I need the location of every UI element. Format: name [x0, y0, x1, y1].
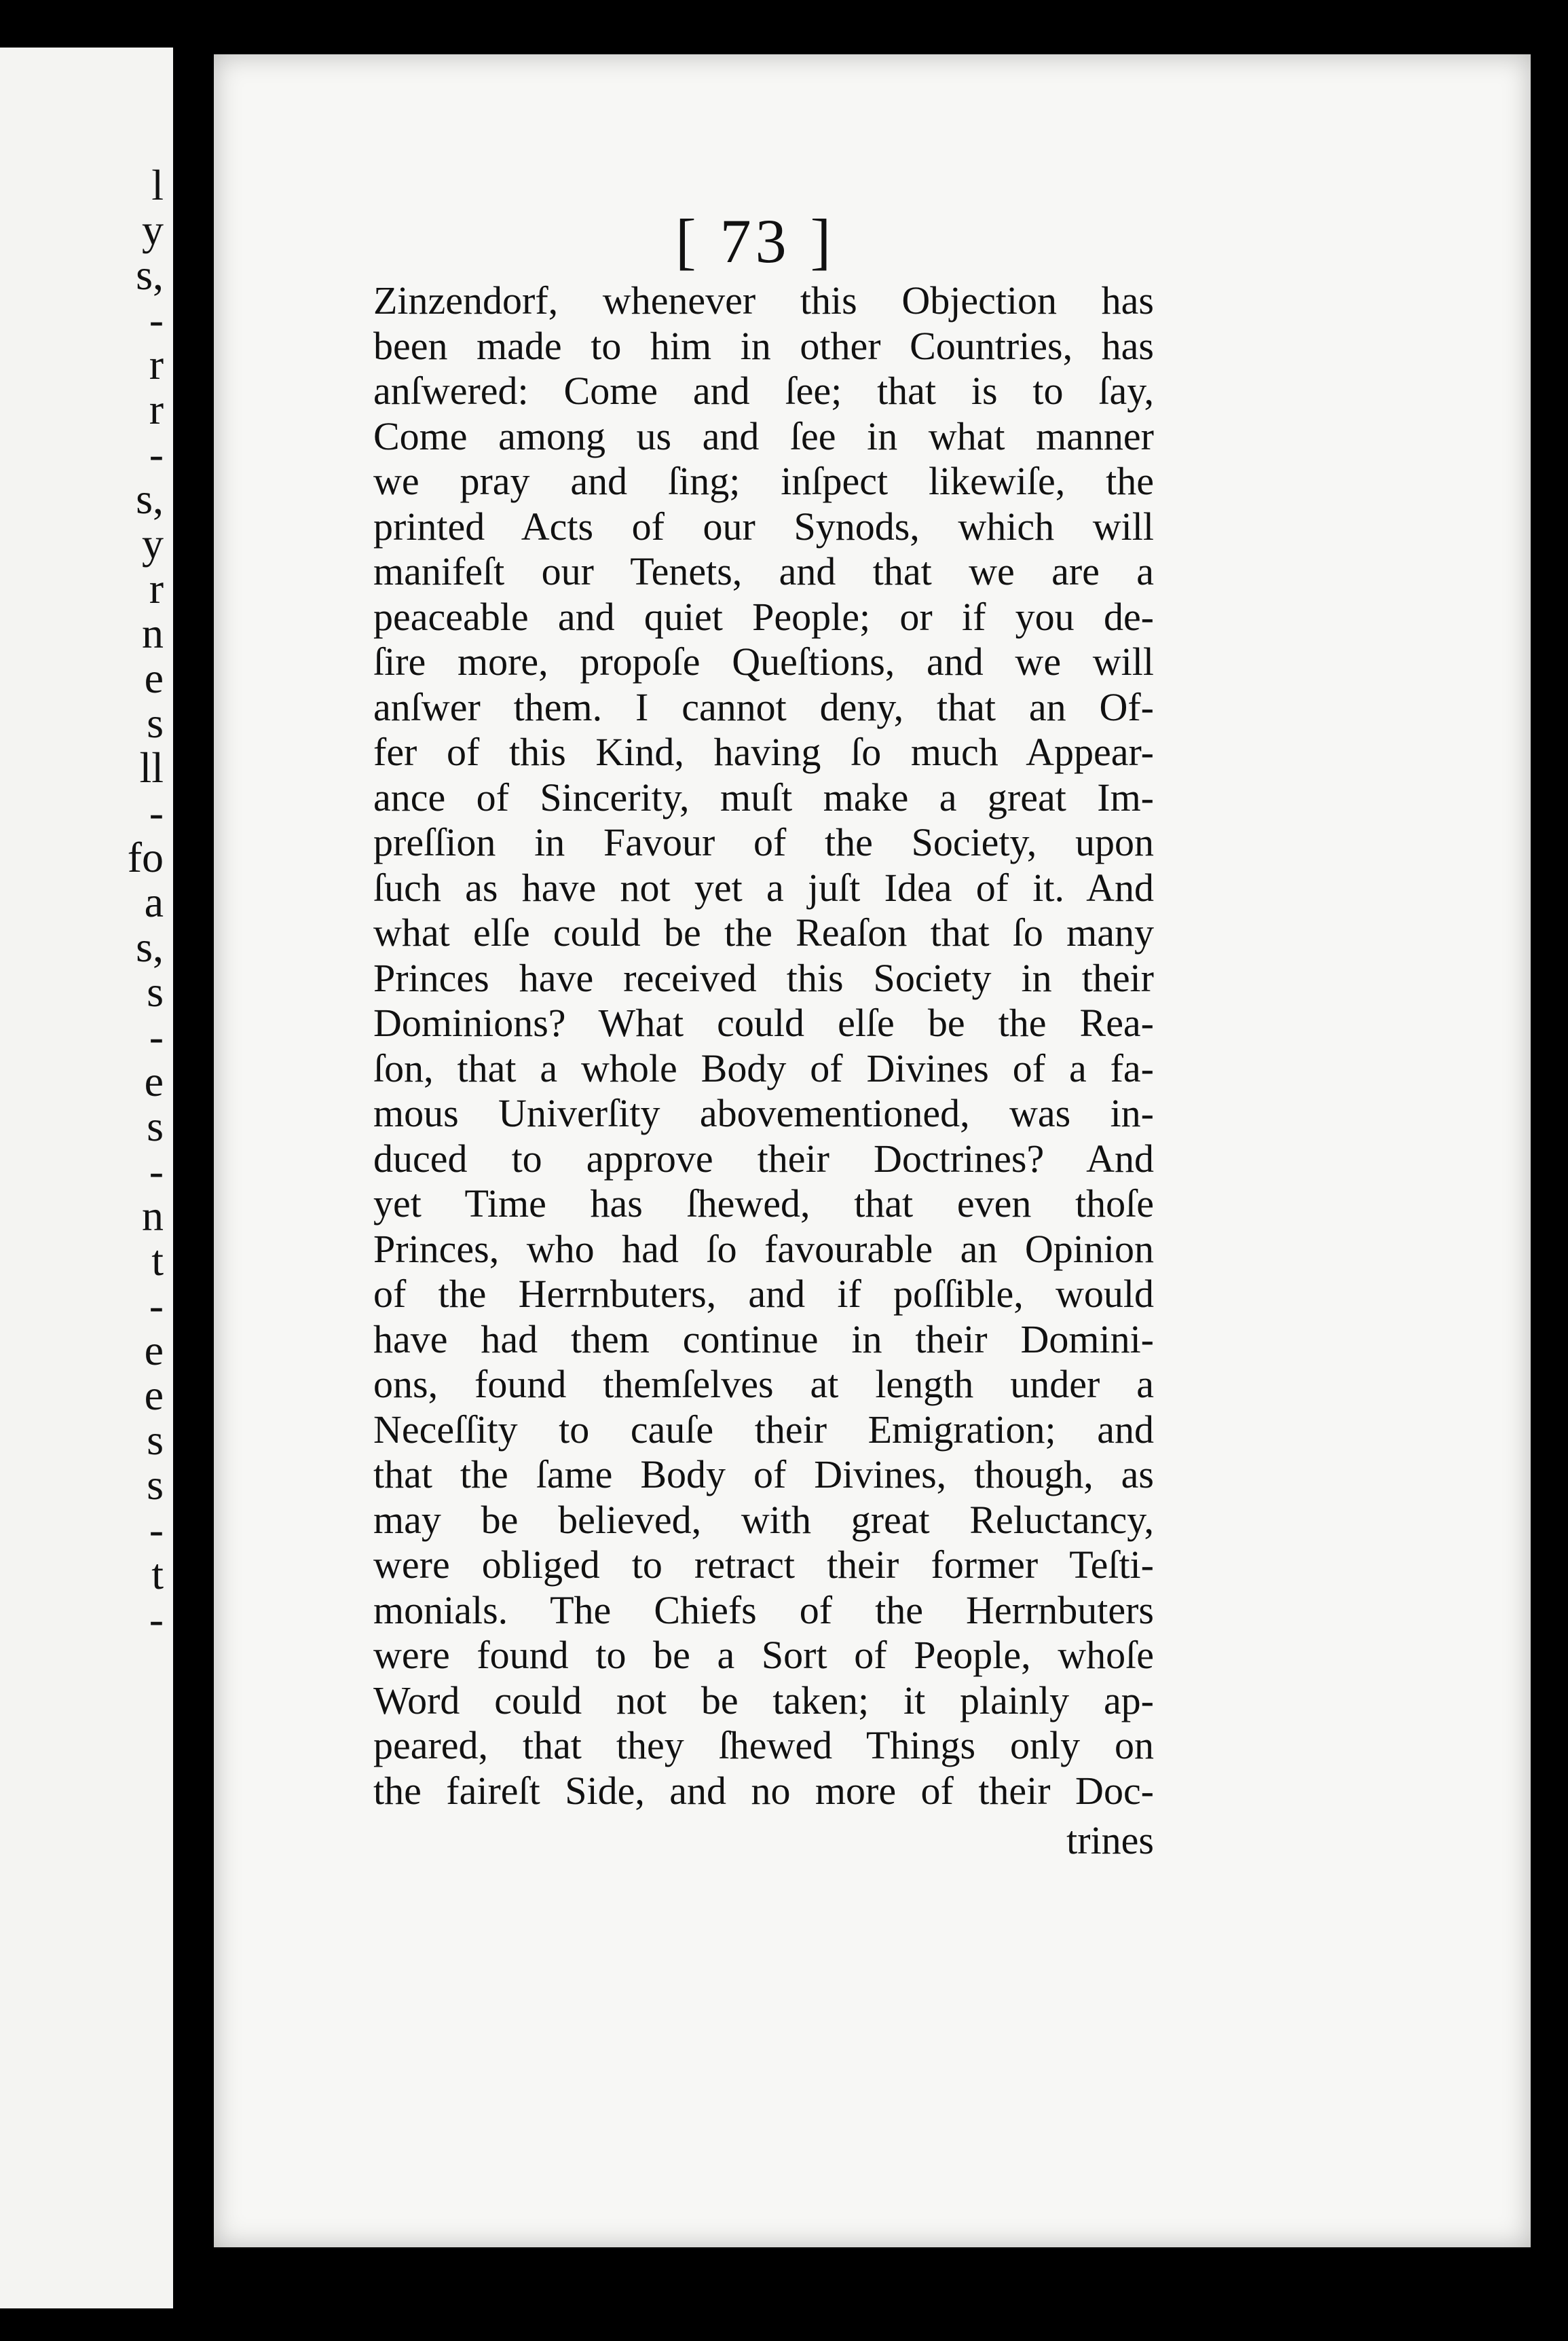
facing-page-fragment: s, — [136, 475, 164, 523]
text-line: anſwered: Come and ſee; that is to ſay, — [373, 369, 1154, 413]
facing-page-fragment: t — [151, 1550, 164, 1598]
text-line: were obliged to retract their former Teſti- — [373, 1543, 1154, 1587]
facing-page-fragment: l — [151, 161, 164, 209]
catchword: trines — [1066, 1818, 1154, 1862]
text-line: have had them continue in their Domini- — [373, 1316, 1154, 1361]
facing-page-fragment: r — [149, 340, 164, 388]
text-line: been made to him in other Countries, has — [373, 323, 1154, 368]
text-line: ſire more, propoſe Queſtions, and we will — [373, 640, 1154, 684]
facing-page-fragment: e — [144, 654, 164, 702]
text-line: ance of Sincerity, muſt make a great Im- — [373, 775, 1154, 819]
facing-page-fragment: e — [144, 1326, 164, 1374]
text-line: ons, found themſelves at length under a — [373, 1362, 1154, 1406]
facing-page-fragment: y — [142, 206, 164, 254]
text-line: preſſion in Favour of the Society, upon — [373, 820, 1154, 864]
text-line: monials. The Chiefs of the Herrnbuters — [373, 1587, 1154, 1632]
text-line: fer of this Kind, having ſo much Appear- — [373, 730, 1154, 774]
text-line: ſuch as have not yet a juſt Idea of it. And — [373, 865, 1154, 910]
facing-page-fragment: r — [149, 564, 164, 612]
facing-page-fragment: - — [149, 1012, 164, 1061]
facing-page-fragment: s — [147, 967, 164, 1016]
facing-page-fragment: - — [149, 430, 164, 478]
text-line: Dominions? What could elſe be the Rea- — [373, 1001, 1154, 1045]
facing-page-edge — [0, 48, 173, 2308]
facing-page-fragment: s — [147, 1416, 164, 1464]
text-line: of the Herrnbuters, and if poſſible, would — [373, 1272, 1154, 1316]
text-line: mous Univerſity abovementioned, was in- — [373, 1091, 1154, 1135]
page-number: [ 73 ] — [675, 206, 836, 276]
text-line: ſon, that a whole Body of Divines of a fa- — [373, 1046, 1154, 1090]
facing-page-fragment: - — [149, 1505, 164, 1553]
text-line: peaceable and quiet People; or if you de- — [373, 594, 1154, 639]
facing-page-fragment: n — [142, 1192, 164, 1240]
facing-page-fragment: s — [147, 699, 164, 747]
text-line: yet Time has ſhewed, that even thoſe — [373, 1181, 1154, 1225]
text-line: Princes have received this Society in their — [373, 955, 1154, 1000]
book-gutter — [173, 0, 214, 2341]
facing-page-fragment: - — [149, 1281, 164, 1329]
text-line: Princes, who had ſo favourable an Opinion — [373, 1226, 1154, 1271]
text-line: Come among us and ſee in what manner — [373, 413, 1154, 458]
text-line: duced to approve their Doctrines? And — [373, 1136, 1154, 1181]
facing-page-fragment: r — [149, 385, 164, 433]
facing-page-fragment: s — [147, 1102, 164, 1150]
facing-page-fragment: s — [147, 1460, 164, 1509]
facing-page-fragment: - — [149, 295, 164, 344]
facing-page-fragment: fo — [127, 833, 164, 881]
text-line: what elſe could be the Reaſon that ſo many — [373, 910, 1154, 955]
text-line: we pray and ſing; inſpect likewiſe, the — [373, 459, 1154, 503]
text-line: may be believed, with great Reluctancy, — [373, 1497, 1154, 1542]
text-line: manifeſt our Tenets, and that we are a — [373, 549, 1154, 593]
facing-page-fragment: s, — [136, 251, 164, 299]
body-text — [373, 278, 1154, 1813]
facing-page-fragment: a — [144, 878, 164, 926]
facing-page-fragment: y — [142, 519, 164, 568]
facing-page-fragment: s, — [136, 923, 164, 971]
text-line: peared, that they ſhewed Things only on — [373, 1723, 1154, 1767]
facing-page-fragment: t — [151, 1236, 164, 1285]
text-line: anſwer them. I cannot deny, that an Of- — [373, 684, 1154, 729]
facing-page-fragment: - — [149, 1595, 164, 1643]
text-line: printed Acts of our Synods, which will — [373, 504, 1154, 549]
facing-page-fragment: - — [149, 1147, 164, 1195]
text-line: were found to be a Sort of People, whoſe — [373, 1633, 1154, 1677]
text-line: Zinzendorf, whenever this Objection has — [373, 278, 1154, 322]
facing-page-fragment: ll — [139, 743, 164, 792]
facing-page-fragment: n — [142, 609, 164, 657]
text-line: Word could not be taken; it plainly ap- — [373, 1678, 1154, 1722]
facing-page-fragment: e — [144, 1057, 164, 1105]
facing-page-fragment: e — [144, 1371, 164, 1419]
text-line: the faireſt Side, and no more of their Doc- — [373, 1768, 1154, 1813]
facing-page-fragment: - — [149, 788, 164, 836]
text-line: Neceſſity to cauſe their Emigration; and — [373, 1407, 1154, 1452]
text-line: that the ſame Body of Divines, though, as — [373, 1452, 1154, 1496]
